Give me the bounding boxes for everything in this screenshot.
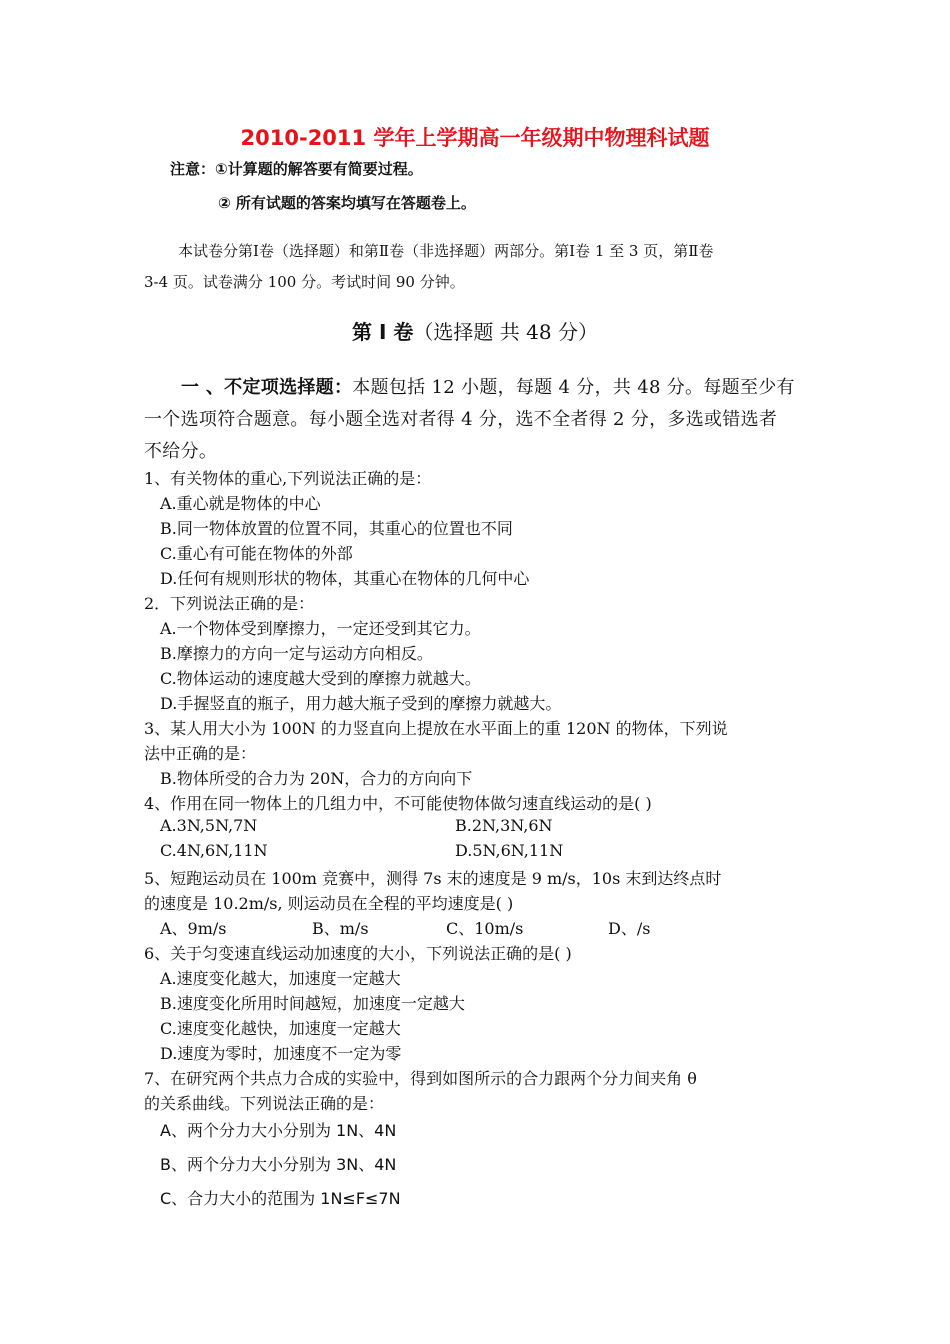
q4-option-a: A.3N,5N,7N xyxy=(160,816,258,835)
q2-option-a: A.一个物体受到摩擦力，一定还受到其它力。 xyxy=(160,619,481,638)
q7-option-b: B、两个分力大小分别为 3N、4N xyxy=(160,1155,397,1174)
q7-option-c: C、合力大小的范围为 1N≤F≤7N xyxy=(160,1189,401,1208)
exam-title: 2010-2011 学年上学期高一年级期中物理科试题 xyxy=(240,126,710,150)
q7-stem-2: 的关系曲线。下列说法正确的是： xyxy=(144,1094,385,1113)
instructions-line-1-rest: 本题包括 12 小题，每题 4 分，共 48 分。每题至少有 xyxy=(352,377,795,398)
intro-line-2: 3-4 页。试卷满分 100 分。考试时间 90 分钟。 xyxy=(144,273,465,291)
q5-stem-1: 5、短跑运动员在 100m 竞赛中，测得 7s 末的速度是 9 m/s，10s 末到达终点时 xyxy=(144,869,722,888)
instructions-line-2: 一个选项符合题意。每小题全选对者得 4 分，选不全者得 2 分，多选或错选者 xyxy=(144,409,778,430)
q1-stem: 1、有关物体的重心,下列说法正确的是： xyxy=(144,469,432,488)
q5-option-d: D、/s xyxy=(608,919,651,938)
intro-line-1: 本试卷分第Ⅰ卷（选择题）和第Ⅱ卷（非选择题）两部分。第Ⅰ卷 1 至 3 页，第Ⅱ卷 xyxy=(178,242,714,260)
instructions-line-3: 不给分。 xyxy=(144,441,218,462)
note-line-1: 注意：①计算题的解答要有简要过程。 xyxy=(170,160,423,178)
q6-option-b: B.速度变化所用时间越短，加速度一定越大 xyxy=(160,994,465,1013)
q4-stem: 4、作用在同一物体上的几组力中，不可能使物体做匀速直线运动的是( ) xyxy=(144,794,652,813)
q5-option-a: A、9m/s xyxy=(160,919,227,938)
q2-option-b: B.摩擦力的方向一定与运动方向相反。 xyxy=(160,644,433,663)
q1-option-c: C.重心有可能在物体的外部 xyxy=(160,544,353,563)
note-line-2: ② 所有试题的答案均填写在答题卷上。 xyxy=(218,194,476,212)
q4-option-b: B.2N,3N,6N xyxy=(455,816,553,835)
instructions-line-1 xyxy=(181,373,795,399)
q5-option-b: B、m/s xyxy=(312,919,369,938)
q3-stem-1: 3、某人用大小为 100N 的力竖直向上提放在水平面上的重 120N 的物体，下列说 xyxy=(144,719,728,738)
q6-option-c: C.速度变化越快，加速度一定越大 xyxy=(160,1019,401,1038)
q3-stem-2: 法中正确的是： xyxy=(144,744,257,763)
q6-option-d: D.速度为零时，加速度不一定为零 xyxy=(160,1044,402,1063)
section-heading-rest: （选择题 共 48 分） xyxy=(413,320,598,344)
q1-option-a: A.重心就是物体的中心 xyxy=(160,494,321,513)
q6-option-a: A.速度变化越大，加速度一定越大 xyxy=(160,969,401,988)
q5-stem-2: 的速度是 10.2m/s, 则运动员在全程的平均速度是( ) xyxy=(144,894,514,913)
q7-stem-1: 7、在研究两个共点力合成的实验中，得到如图所示的合力跟两个分力间夹角 θ xyxy=(144,1069,697,1088)
section-heading xyxy=(0,316,950,345)
q4-option-d: D.5N,6N,11N xyxy=(455,841,564,860)
q4-option-c: C.4N,6N,11N xyxy=(160,841,268,860)
q6-stem: 6、关于匀变速直线运动加速度的大小，下列说法正确的是( ) xyxy=(144,944,572,963)
q1-option-b: B.同一物体放置的位置不同，其重心的位置也不同 xyxy=(160,519,513,538)
section-heading-bold: 第 I 卷 xyxy=(352,320,414,344)
q7-option-a: A、两个分力大小分别为 1N、4N xyxy=(160,1121,397,1140)
instructions-heading: 一 、不定项选择题： xyxy=(181,377,353,398)
q2-option-c: C.物体运动的速度越大受到的摩擦力就越大。 xyxy=(160,669,481,688)
q5-option-c: C、10m/s xyxy=(446,919,524,938)
q2-option-d: D.手握竖直的瓶子，用力越大瓶子受到的摩擦力就越大。 xyxy=(160,694,562,713)
q2-stem: 2．下列说法正确的是： xyxy=(144,594,315,613)
q1-option-d: D.任何有规则形状的物体，其重心在物体的几何中心 xyxy=(160,569,530,588)
q3-option-b: B.物体所受的合力为 20N，合力的方向向下 xyxy=(160,769,473,788)
